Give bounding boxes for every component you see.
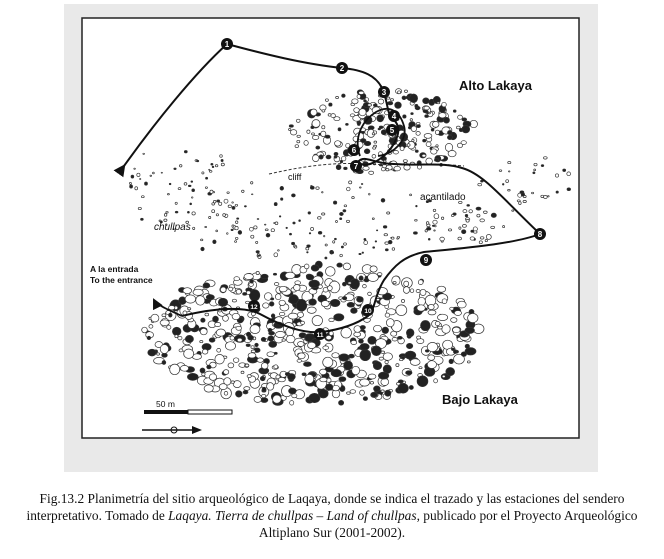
- station-number: 9: [423, 256, 429, 265]
- station-number: 6: [351, 146, 357, 155]
- label-chullpas: chullpas: [154, 222, 191, 233]
- caption-book-title: Laqaya. Tierra de chullpas – Land of chullpas: [168, 508, 417, 523]
- label-entrance-en: To the entrance: [90, 275, 153, 285]
- site-plan-map: [64, 4, 598, 472]
- label-acantilado: acantilado: [420, 192, 466, 203]
- station-number: 2: [339, 64, 345, 73]
- caption-text: Fig.13.2 Planimetría del sitio arqueológico de Laqaya, donde se indica el trazado y las estaciones del sendero interpretativo. Tomado de: [26, 491, 625, 523]
- station-number: 4: [391, 112, 397, 121]
- label-entrance-es: A la entrada: [90, 264, 139, 274]
- figure-caption: [10, 490, 654, 541]
- scale-label: 50 m: [156, 399, 175, 409]
- station-number: 1: [224, 40, 230, 49]
- station-number: 7: [353, 162, 359, 171]
- station-number: 12: [250, 304, 258, 311]
- station-number: 10: [364, 308, 372, 315]
- label-alto-lakaya: Alto Lakaya: [459, 78, 532, 93]
- label-bajo-lakaya: Bajo Lakaya: [442, 392, 518, 407]
- station-number: 8: [537, 230, 543, 239]
- station-number: 3: [381, 88, 387, 97]
- caption-text-end: , publicado por el Proyecto Arqueológico Altiplano Sur (2001-2002).: [258, 508, 638, 540]
- site-plan-figure: [64, 4, 598, 472]
- label-cliff: cliff: [288, 172, 302, 182]
- station-number: 5: [389, 126, 395, 135]
- station-number: 11: [316, 332, 324, 339]
